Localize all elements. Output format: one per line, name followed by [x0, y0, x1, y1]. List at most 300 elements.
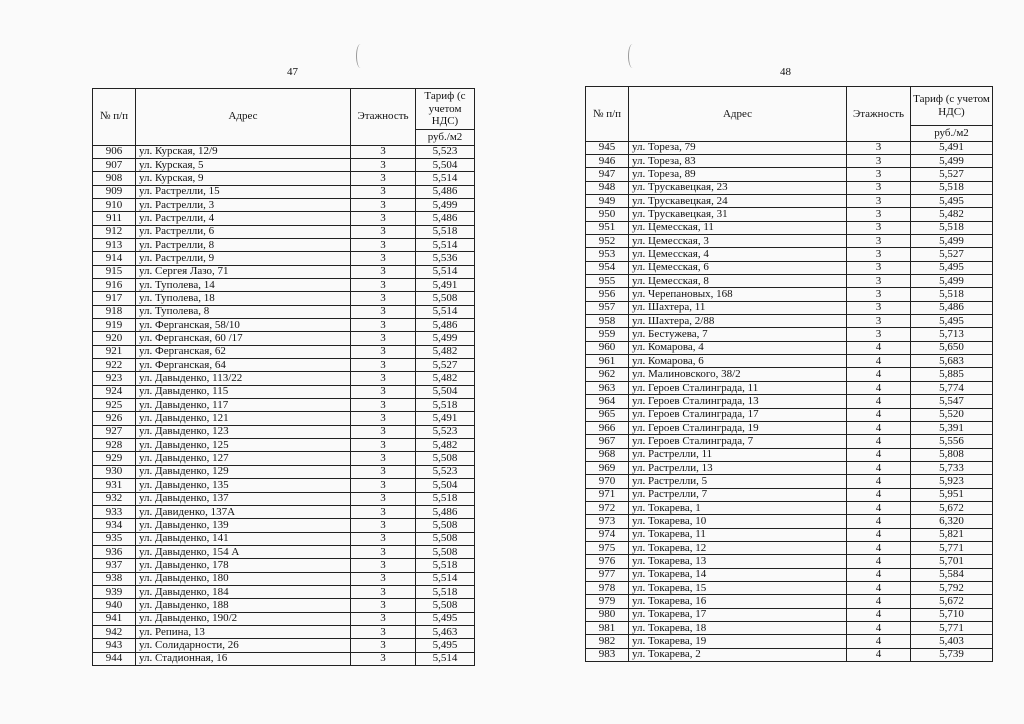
row-floors: 3: [351, 305, 416, 318]
table-row: [586, 488, 993, 501]
header-floors: Этажность: [351, 89, 416, 146]
row-floors: 4: [847, 635, 911, 648]
table-row: [586, 395, 993, 408]
row-tariff: 5,733: [911, 461, 993, 474]
row-floors: 4: [847, 461, 911, 474]
row-number: 911: [93, 212, 136, 225]
row-floors: 3: [351, 238, 416, 251]
row-number: 951: [586, 221, 629, 234]
row-floors: 3: [847, 275, 911, 288]
row-floors: 3: [351, 292, 416, 305]
row-address: ул. Ферганская, 58/10: [136, 319, 351, 332]
row-floors: 3: [847, 315, 911, 328]
row-number: 970: [586, 475, 629, 488]
table-row: [586, 381, 993, 394]
row-floors: 3: [351, 385, 416, 398]
row-address: ул. Цемесская, 11: [629, 221, 847, 234]
row-number: 981: [586, 622, 629, 635]
row-tariff: 5,508: [416, 532, 475, 545]
table-row: [93, 479, 475, 492]
row-floors: 3: [351, 225, 416, 238]
row-tariff: 5,508: [416, 545, 475, 558]
row-tariff: 5,495: [416, 639, 475, 652]
table-row: [93, 639, 475, 652]
row-number: 968: [586, 448, 629, 461]
row-tariff: 5,508: [416, 452, 475, 465]
row-number: 926: [93, 412, 136, 425]
row-number: 967: [586, 435, 629, 448]
row-floors: 3: [351, 372, 416, 385]
row-address: ул. Токарева, 2: [629, 648, 847, 661]
row-number: 925: [93, 399, 136, 412]
table-row: [586, 501, 993, 514]
row-tariff: 5,482: [416, 439, 475, 452]
row-tariff: 5,523: [416, 145, 475, 158]
row-tariff: 5,491: [416, 279, 475, 292]
row-tariff: 5,650: [911, 341, 993, 354]
left-page-number: 47: [287, 66, 298, 78]
table-row: [93, 238, 475, 251]
table-row: [586, 581, 993, 594]
row-floors: 4: [847, 435, 911, 448]
row-tariff: 5,391: [911, 421, 993, 434]
table-row: [93, 599, 475, 612]
row-number: 943: [93, 639, 136, 652]
row-tariff: 5,518: [911, 221, 993, 234]
table-row: [93, 412, 475, 425]
row-address: ул. Давыденко, 125: [136, 439, 351, 452]
row-tariff: 5,499: [911, 154, 993, 167]
row-tariff: 5,739: [911, 648, 993, 661]
row-floors: 4: [847, 368, 911, 381]
row-tariff: 5,403: [911, 635, 993, 648]
table-row: [93, 532, 475, 545]
row-address: ул. Давиденко, 137А: [136, 505, 351, 518]
row-number: 906: [93, 145, 136, 158]
table-row: [93, 625, 475, 638]
row-tariff: 5,514: [416, 238, 475, 251]
table-row: [586, 461, 993, 474]
row-number: 919: [93, 319, 136, 332]
row-number: 954: [586, 261, 629, 274]
table-row: [93, 585, 475, 598]
row-address: ул. Давыденко, 184: [136, 585, 351, 598]
table-row: [586, 568, 993, 581]
row-address: ул. Давыденко, 141: [136, 532, 351, 545]
row-tariff: 5,518: [416, 585, 475, 598]
row-address: ул. Токарева, 16: [629, 595, 847, 608]
row-floors: 3: [847, 301, 911, 314]
row-floors: 3: [847, 248, 911, 261]
row-address: ул. Ферганская, 64: [136, 359, 351, 372]
table-row: [93, 252, 475, 265]
row-address: ул. Ферганская, 62: [136, 345, 351, 358]
row-tariff: 5,518: [416, 399, 475, 412]
row-tariff: 5,885: [911, 368, 993, 381]
row-tariff: 5,672: [911, 501, 993, 514]
row-number: 907: [93, 158, 136, 171]
row-address: ул. Шахтера, 2/88: [629, 315, 847, 328]
table-row: [93, 492, 475, 505]
right-page-number: 48: [780, 66, 791, 78]
row-number: 964: [586, 395, 629, 408]
row-floors: 3: [847, 288, 911, 301]
row-address: ул. Токарева, 12: [629, 541, 847, 554]
row-address: ул. Растрелли, 13: [629, 461, 847, 474]
row-tariff: 5,486: [416, 212, 475, 225]
row-address: ул. Бестужева, 7: [629, 328, 847, 341]
table-row: [93, 545, 475, 558]
row-number: 939: [93, 585, 136, 598]
table-row: [586, 315, 993, 328]
row-floors: 4: [847, 381, 911, 394]
table-row: [586, 141, 993, 154]
scan-mark-left: [356, 44, 365, 68]
row-number: 916: [93, 279, 136, 292]
row-tariff: 5,951: [911, 488, 993, 501]
row-tariff: 5,701: [911, 555, 993, 568]
table-row: [93, 439, 475, 452]
row-floors: 3: [847, 154, 911, 167]
row-address: ул. Растрелли, 3: [136, 198, 351, 211]
row-address: ул. Давыденко, 190/2: [136, 612, 351, 625]
table-row: [586, 181, 993, 194]
row-address: ул. Токарева, 17: [629, 608, 847, 621]
row-tariff: 5,821: [911, 528, 993, 541]
row-address: ул. Давыденко, 178: [136, 559, 351, 572]
row-number: 959: [586, 328, 629, 341]
table-row: [93, 399, 475, 412]
table-row: [586, 648, 993, 661]
row-number: 982: [586, 635, 629, 648]
row-floors: 4: [847, 408, 911, 421]
row-floors: 4: [847, 341, 911, 354]
row-floors: 3: [847, 235, 911, 248]
table-row: [586, 595, 993, 608]
row-floors: 3: [351, 505, 416, 518]
table-row: [93, 172, 475, 185]
row-tariff: 5,463: [416, 625, 475, 638]
row-address: ул. Растрелли, 9: [136, 252, 351, 265]
row-floors: 3: [351, 532, 416, 545]
row-tariff: 5,523: [416, 425, 475, 438]
scan-mark-right: [628, 44, 637, 68]
row-number: 944: [93, 652, 136, 665]
row-address: ул. Малиновского, 38/2: [629, 368, 847, 381]
table-row: [586, 168, 993, 181]
table-row: [93, 652, 475, 665]
row-tariff: 5,495: [911, 195, 993, 208]
table-row: [586, 635, 993, 648]
table-row: [93, 612, 475, 625]
row-address: ул. Давыденко, 127: [136, 452, 351, 465]
row-tariff: 5,672: [911, 595, 993, 608]
table-row: [93, 279, 475, 292]
row-floors: 3: [847, 208, 911, 221]
row-tariff: 5,486: [416, 505, 475, 518]
header-unit: руб./м2: [911, 126, 993, 142]
right-table-body: [586, 141, 993, 661]
row-tariff: 5,536: [416, 252, 475, 265]
header-tariff: Тариф (с учетом НДС): [911, 87, 993, 126]
table-row: [93, 265, 475, 278]
row-tariff: 5,508: [416, 599, 475, 612]
table-row: [93, 185, 475, 198]
row-number: 974: [586, 528, 629, 541]
row-floors: 3: [351, 599, 416, 612]
row-floors: 3: [351, 345, 416, 358]
table-row: [586, 301, 993, 314]
table-row: [93, 572, 475, 585]
row-address: ул. Шахтера, 11: [629, 301, 847, 314]
row-number: 945: [586, 141, 629, 154]
row-address: ул. Токарева, 13: [629, 555, 847, 568]
row-floors: 3: [351, 652, 416, 665]
right-page: [585, 86, 993, 662]
table-row: [586, 408, 993, 421]
table-row: [93, 425, 475, 438]
left-tariff-table: [92, 88, 475, 666]
table-row: [586, 448, 993, 461]
row-tariff: 5,683: [911, 355, 993, 368]
row-number: 934: [93, 519, 136, 532]
row-number: 927: [93, 425, 136, 438]
row-number: 965: [586, 408, 629, 421]
row-number: 942: [93, 625, 136, 638]
table-row: [586, 608, 993, 621]
row-address: ул. Курская, 5: [136, 158, 351, 171]
table-row: [586, 154, 993, 167]
row-address: ул. Растрелли, 5: [629, 475, 847, 488]
table-row: [93, 465, 475, 478]
row-tariff: 5,808: [911, 448, 993, 461]
row-address: ул. Токарева, 14: [629, 568, 847, 581]
row-number: 980: [586, 608, 629, 621]
row-floors: 4: [847, 395, 911, 408]
row-address: ул. Давыденко, 139: [136, 519, 351, 532]
row-number: 983: [586, 648, 629, 661]
row-number: 973: [586, 515, 629, 528]
header-unit: руб./м2: [416, 129, 475, 145]
row-tariff: 5,482: [416, 372, 475, 385]
row-address: ул. Давыденко, 121: [136, 412, 351, 425]
row-address: ул. Токарева, 15: [629, 581, 847, 594]
row-tariff: 5,504: [416, 158, 475, 171]
row-address: ул. Черепановых, 168: [629, 288, 847, 301]
row-floors: 4: [847, 541, 911, 554]
row-tariff: 5,486: [416, 185, 475, 198]
row-floors: 4: [847, 355, 911, 368]
table-row: [586, 435, 993, 448]
row-tariff: 5,710: [911, 608, 993, 621]
row-floors: 3: [847, 328, 911, 341]
row-floors: 3: [351, 198, 416, 211]
row-tariff: 5,482: [416, 345, 475, 358]
row-tariff: 5,771: [911, 541, 993, 554]
table-row: [586, 622, 993, 635]
row-number: 914: [93, 252, 136, 265]
row-number: 935: [93, 532, 136, 545]
row-number: 971: [586, 488, 629, 501]
header-tariff: Тариф (с учетом НДС): [416, 89, 475, 130]
row-number: 941: [93, 612, 136, 625]
row-address: ул. Давыденко, 123: [136, 425, 351, 438]
table-row: [586, 421, 993, 434]
row-number: 932: [93, 492, 136, 505]
row-number: 930: [93, 465, 136, 478]
row-address: ул. Солидарности, 26: [136, 639, 351, 652]
row-floors: 3: [351, 158, 416, 171]
row-address: ул. Трускавецкая, 23: [629, 181, 847, 194]
row-address: ул. Давыденко, 180: [136, 572, 351, 585]
row-address: ул. Растрелли, 15: [136, 185, 351, 198]
table-row: [93, 212, 475, 225]
table-row: [586, 475, 993, 488]
row-floors: 3: [351, 639, 416, 652]
row-floors: 3: [847, 221, 911, 234]
row-tariff: 5,499: [416, 332, 475, 345]
row-address: ул. Туполева, 8: [136, 305, 351, 318]
row-floors: 3: [351, 559, 416, 572]
row-floors: 3: [351, 185, 416, 198]
table-row: [93, 332, 475, 345]
row-number: 908: [93, 172, 136, 185]
row-address: ул. Героев Сталинграда, 11: [629, 381, 847, 394]
left-table-body: [93, 145, 475, 665]
table-row: [586, 515, 993, 528]
header-address: Адрес: [629, 87, 847, 142]
row-number: 953: [586, 248, 629, 261]
table-row: [93, 225, 475, 238]
row-floors: 4: [847, 475, 911, 488]
row-floors: 4: [847, 581, 911, 594]
row-number: 931: [93, 479, 136, 492]
row-address: ул. Давыденко, 117: [136, 399, 351, 412]
row-floors: 3: [351, 585, 416, 598]
row-number: 923: [93, 372, 136, 385]
row-address: ул. Курская, 9: [136, 172, 351, 185]
row-number: 976: [586, 555, 629, 568]
row-number: 921: [93, 345, 136, 358]
row-tariff: 5,518: [416, 225, 475, 238]
row-tariff: 5,514: [416, 305, 475, 318]
row-number: 966: [586, 421, 629, 434]
row-address: ул. Растрелли, 6: [136, 225, 351, 238]
row-tariff: 5,527: [911, 248, 993, 261]
row-floors: 4: [847, 528, 911, 541]
row-number: 913: [93, 238, 136, 251]
row-address: ул. Героев Сталинграда, 13: [629, 395, 847, 408]
row-tariff: 5,547: [911, 395, 993, 408]
row-address: ул. Комарова, 4: [629, 341, 847, 354]
row-floors: 4: [847, 622, 911, 635]
row-address: ул. Цемесская, 8: [629, 275, 847, 288]
row-number: 909: [93, 185, 136, 198]
row-tariff: 6,320: [911, 515, 993, 528]
row-tariff: 5,514: [416, 572, 475, 585]
row-tariff: 5,486: [416, 319, 475, 332]
row-tariff: 5,518: [911, 288, 993, 301]
row-number: 955: [586, 275, 629, 288]
row-number: 948: [586, 181, 629, 194]
row-address: ул. Давыденко, 188: [136, 599, 351, 612]
row-floors: 3: [351, 439, 416, 452]
row-number: 915: [93, 265, 136, 278]
row-floors: 3: [351, 412, 416, 425]
row-floors: 4: [847, 648, 911, 661]
row-tariff: 5,491: [416, 412, 475, 425]
table-row: [586, 368, 993, 381]
table-row: [586, 248, 993, 261]
row-floors: 3: [351, 399, 416, 412]
row-tariff: 5,523: [416, 465, 475, 478]
row-floors: 3: [351, 545, 416, 558]
table-row: [586, 341, 993, 354]
row-number: 910: [93, 198, 136, 211]
header-floors: Этажность: [847, 87, 911, 142]
row-number: 920: [93, 332, 136, 345]
row-address: ул. Трускавецкая, 24: [629, 195, 847, 208]
row-address: ул. Растрелли, 8: [136, 238, 351, 251]
row-address: ул. Сергея Лазо, 71: [136, 265, 351, 278]
row-number: 938: [93, 572, 136, 585]
row-tariff: 5,520: [911, 408, 993, 421]
row-address: ул. Ферганская, 60 /17: [136, 332, 351, 345]
row-floors: 3: [351, 625, 416, 638]
row-floors: 3: [351, 359, 416, 372]
row-number: 978: [586, 581, 629, 594]
row-address: ул. Токарева, 11: [629, 528, 847, 541]
row-tariff: 5,792: [911, 581, 993, 594]
table-row: [93, 158, 475, 171]
row-number: 960: [586, 341, 629, 354]
row-tariff: 5,556: [911, 435, 993, 448]
row-floors: 3: [351, 479, 416, 492]
row-number: 947: [586, 168, 629, 181]
table-row: [93, 372, 475, 385]
table-row: [586, 221, 993, 234]
row-address: ул. Трускавецкая, 31: [629, 208, 847, 221]
row-tariff: 5,495: [911, 261, 993, 274]
table-row: [93, 345, 475, 358]
row-address: ул. Репина, 13: [136, 625, 351, 638]
row-number: 972: [586, 501, 629, 514]
row-address: ул. Комарова, 6: [629, 355, 847, 368]
table-row: [93, 452, 475, 465]
row-address: ул. Давыденко, 115: [136, 385, 351, 398]
row-floors: 3: [847, 195, 911, 208]
row-floors: 3: [351, 172, 416, 185]
row-address: ул. Давыденко, 154 А: [136, 545, 351, 558]
row-address: ул. Давыденко, 113/22: [136, 372, 351, 385]
table-row: [586, 208, 993, 221]
row-address: ул. Токарева, 10: [629, 515, 847, 528]
row-floors: 4: [847, 555, 911, 568]
row-number: 936: [93, 545, 136, 558]
row-tariff: 5,774: [911, 381, 993, 394]
row-tariff: 5,771: [911, 622, 993, 635]
row-address: ул. Тореза, 89: [629, 168, 847, 181]
row-tariff: 5,504: [416, 385, 475, 398]
row-floors: 3: [351, 252, 416, 265]
table-row: [93, 519, 475, 532]
row-floors: 3: [351, 452, 416, 465]
row-address: ул. Токарева, 18: [629, 622, 847, 635]
row-number: 940: [93, 599, 136, 612]
row-number: 946: [586, 154, 629, 167]
table-row: [586, 355, 993, 368]
row-address: ул. Растрелли, 7: [629, 488, 847, 501]
